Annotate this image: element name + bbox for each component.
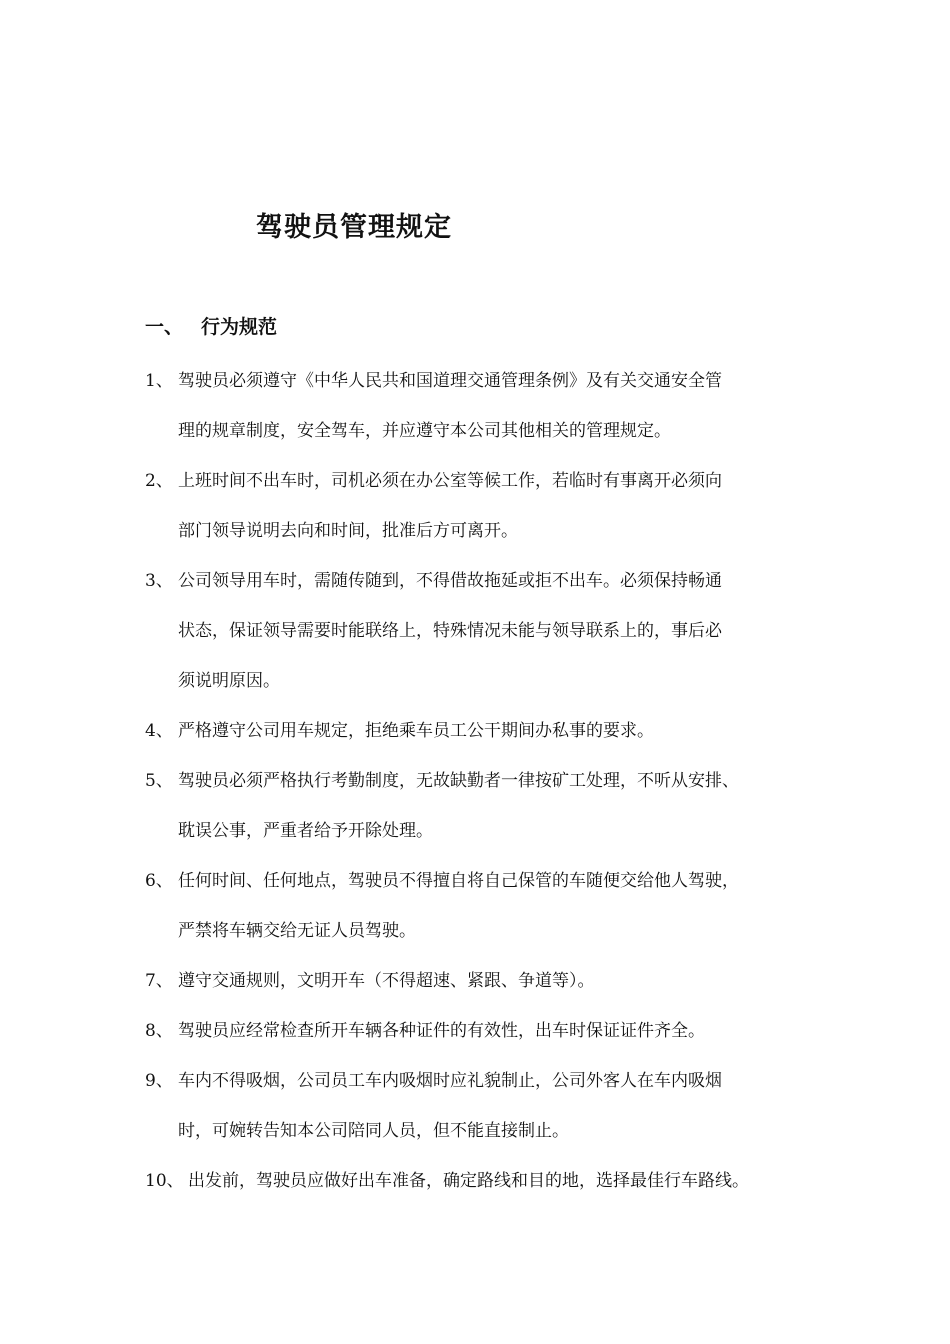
- rule-number: 4、: [145, 721, 173, 741]
- rule-number: 6、: [145, 871, 173, 891]
- rule-item: [145, 1156, 825, 1206]
- section-heading: [145, 312, 277, 339]
- rule-text-line: 须说明原因。: [178, 671, 280, 691]
- rule-text-line: 驾驶员必须遵守《中华人民共和国道理交通管理条例》及有关交通安全管: [178, 371, 722, 391]
- rule-text-line: 驾驶员必须严格执行考勤制度，无故缺勤者一律按矿工处理，不听从安排、: [178, 771, 739, 791]
- section-title: 行为规范: [201, 316, 278, 338]
- rule-text-line: 耽误公事，严重者给予开除处理。: [178, 821, 433, 841]
- rule-item: [145, 706, 825, 756]
- rule-text-line: 公司领导用车时，需随传随到，不得借故拖延或拒不出车。必须保持畅通: [178, 571, 722, 591]
- rule-number: 3、: [145, 571, 173, 591]
- rule-item: [145, 456, 825, 556]
- rule-text-line: 理的规章制度，安全驾车，并应遵守本公司其他相关的管理规定。: [178, 421, 671, 441]
- rule-number: 9、: [145, 1071, 173, 1091]
- rule-text-line: 出发前，驾驶员应做好出车准备，确定路线和目的地，选择最佳行车路线。: [188, 1171, 749, 1191]
- rule-text-line: 驾驶员应经常检查所开车辆各种证件的有效性，出车时保证证件齐全。: [178, 1021, 705, 1041]
- rule-number: 8、: [145, 1021, 173, 1041]
- rule-text-line: 时，可婉转告知本公司陪同人员，但不能直接制止。: [178, 1121, 569, 1141]
- rule-item: [145, 956, 825, 1006]
- rule-number: 5、: [145, 771, 173, 791]
- rule-text-line: 车内不得吸烟，公司员工车内吸烟时应礼貌制止，公司外客人在车内吸烟: [178, 1071, 722, 1091]
- rule-text-line: 严禁将车辆交给无证人员驾驶。: [178, 921, 416, 941]
- rule-item: [145, 1056, 825, 1156]
- rule-item: [145, 556, 825, 706]
- rule-text-line: 上班时间不出车时，司机必须在办公室等候工作，若临时有事离开必须向: [178, 471, 722, 491]
- rules-list: [145, 356, 825, 1206]
- rule-text-line: 遵守交通规则，文明开车（不得超速、紧跟、争道等）。: [178, 971, 595, 991]
- rule-text-line: 状态，保证领导需要时能联络上，特殊情况未能与领导联系上的，事后必: [178, 621, 722, 641]
- document-title: 驾驶员管理规定: [256, 212, 452, 243]
- rule-number: 2、: [145, 471, 173, 491]
- rule-text-line: 任何时间、任何地点，驾驶员不得擅自将自己保管的车随便交给他人驾驶，: [178, 871, 739, 891]
- rule-number: 1、: [145, 371, 173, 391]
- rule-item: [145, 356, 825, 456]
- rule-item: [145, 856, 825, 956]
- rule-number: 10、: [145, 1171, 184, 1191]
- rule-item: [145, 756, 825, 856]
- section-number: 一、: [145, 316, 184, 338]
- rule-item: [145, 1006, 825, 1056]
- rule-text-line: 部门领导说明去向和时间，批准后方可离开。: [178, 521, 518, 541]
- rule-number: 7、: [145, 971, 173, 991]
- rule-text-line: 严格遵守公司用车规定，拒绝乘车员工公干期间办私事的要求。: [178, 721, 654, 741]
